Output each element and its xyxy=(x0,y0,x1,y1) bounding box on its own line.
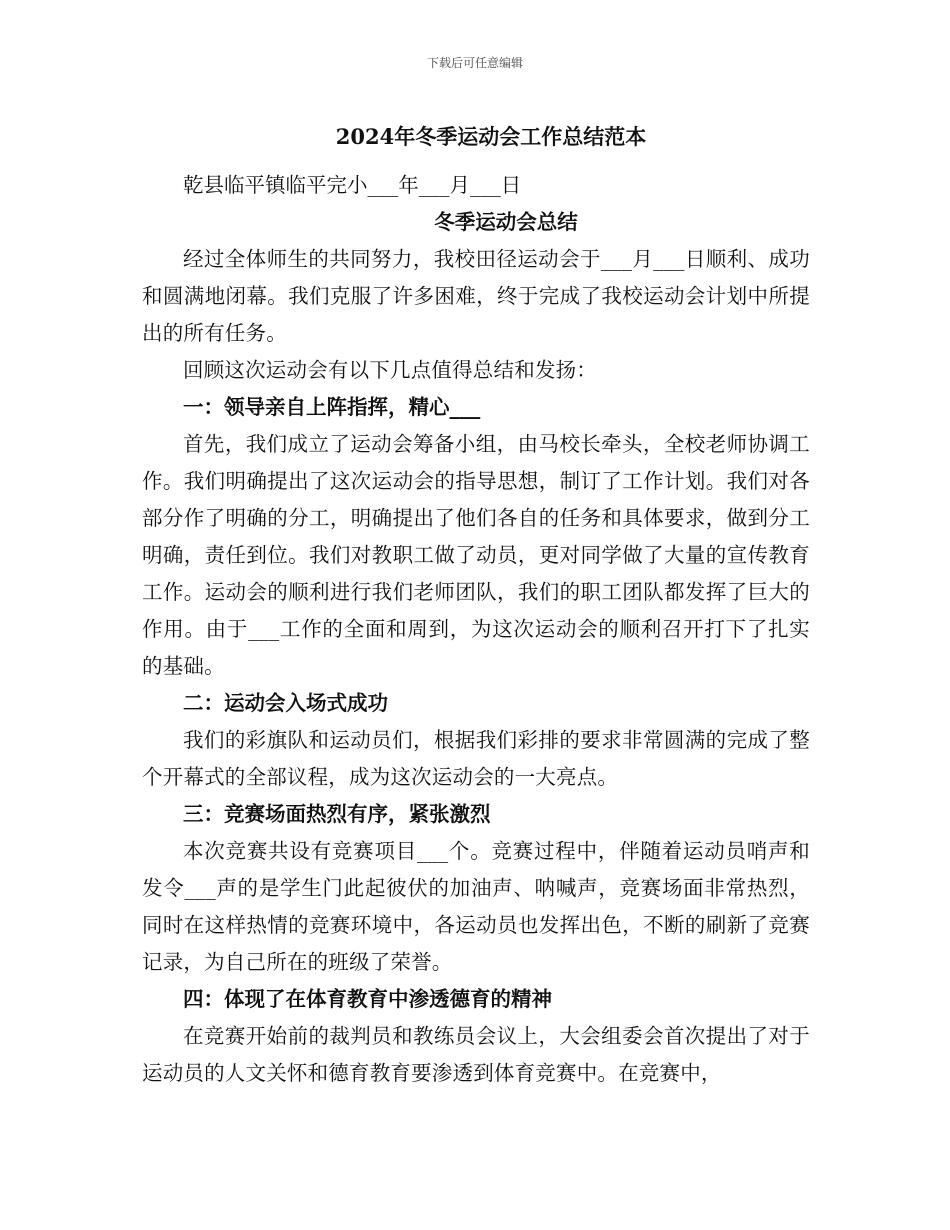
review-paragraph: 回顾这次运动会有以下几点值得总结和发扬： xyxy=(183,358,597,382)
section-heading-4: 四：体现了在体育教育中渗透德育的精神 xyxy=(183,987,552,1011)
section-text-3: 本次竞赛共设有竞赛项目___个。竞赛过程中，伴随着运动员哨声和发令___声的是学生门此起彼伏的加油声、呐喊声，竞赛场面非常热烈，同时在这样热情的竞赛环境中，各运动员也发挥出色，不断的刷新了竞赛记录，为自己所在的班级了荣誉。 xyxy=(142,839,810,974)
section-text-2: 我们的彩旗队和运动员们，根据我们彩排的要求非常圆满的完成了整个开幕式的全部议程，成为这次运动会的一大亮点。 xyxy=(142,728,810,789)
section-text-1: 首先，我们成立了运动会筹备小组，由马校长牵头，全校老师协调工作。我们明确提出了这次运动会的指导思想，制订了工作计划。我们对各部分作了明确的分工，明确提出了他们各自的任务和具体要求，做到分工明确，责任到位。我们对教职工做了动员，更对同学做了大量的宣传教育工作。运动会的顺利进行我们老师团队，我们的职工团队都发挥了巨大的作用。由于___工作的全面和周到，为这次运动会的顺利召开打下了扎实的基础。 xyxy=(142,432,810,678)
section-heading-1: 一：领导亲自上阵指挥，精心___ xyxy=(183,395,481,419)
section-heading-3: 三：竞赛场面热烈有序，紧张激烈 xyxy=(183,802,491,826)
author-line: 乾县临平镇临平完小___年___月___日 xyxy=(183,173,522,197)
section-text-4: 在竞赛开始前的裁判员和教练员会议上，大会组委会首次提出了对于运动员的人文关怀和德育教育要渗透到体育竞赛中。在竞赛中， xyxy=(142,1024,810,1085)
document-subtitle: 冬季运动会总结 xyxy=(434,210,578,234)
document-body xyxy=(142,120,810,1092)
intro-paragraph: 经过全体师生的共同努力，我校田径运动会于___月___日顺利、成功和圆满地闭幕。我们克服了许多困难，终于完成了我校运动会计划中所提出的所有任务。 xyxy=(142,247,810,345)
document-title: 2024年冬季运动会工作总结范本 xyxy=(335,124,647,149)
header-note: 下载后可任意编辑 xyxy=(426,56,523,70)
section-heading-2: 二：运动会入场式成功 xyxy=(183,691,388,715)
